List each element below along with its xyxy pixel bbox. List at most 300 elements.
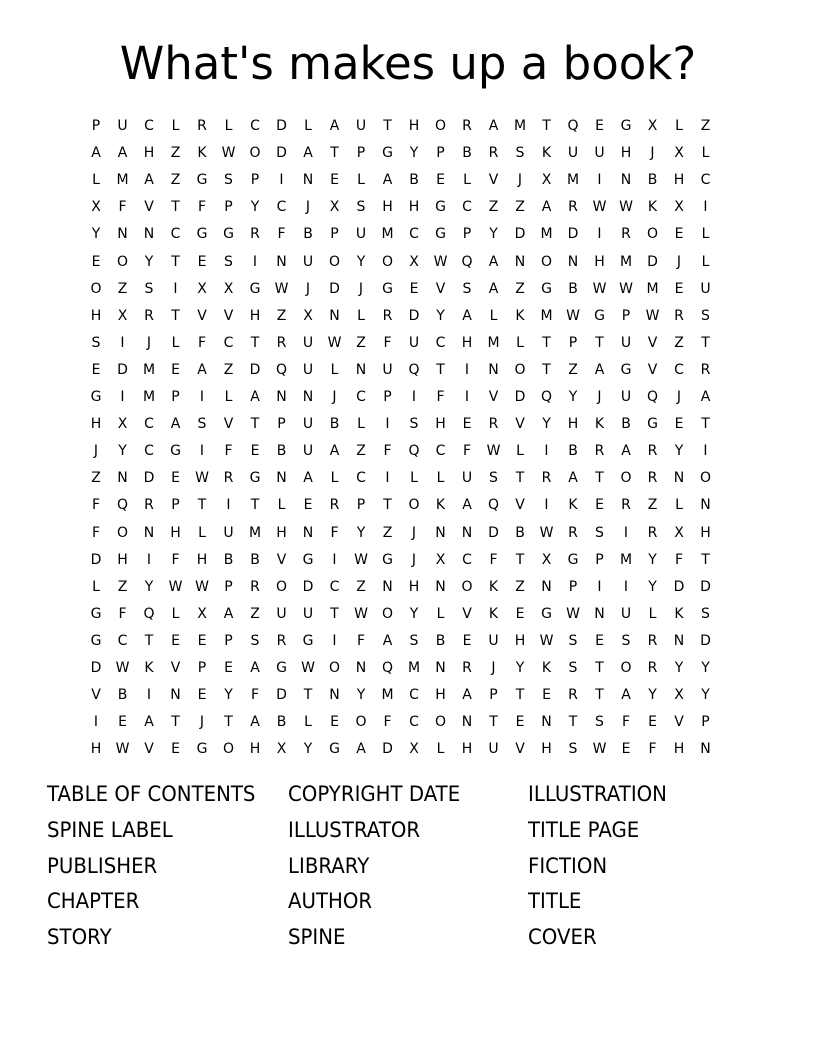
grid-letter: D <box>90 551 102 568</box>
grid-letter: T <box>515 551 525 568</box>
grid-letter: A <box>303 470 313 487</box>
grid-letter: V <box>488 172 499 189</box>
word-list-item: AUTHOR <box>288 889 373 914</box>
grid-letter: T <box>701 334 710 351</box>
grid-letter: Y <box>118 443 127 460</box>
grid-letter: C <box>356 470 366 487</box>
grid-letter: Y <box>515 660 525 676</box>
grid-letter: F <box>250 687 260 704</box>
grid-letter: D <box>514 389 526 405</box>
grid-letter: N <box>276 253 287 270</box>
grid-letter: L <box>489 307 498 324</box>
grid-letter: F <box>197 334 207 351</box>
grid-letter: U <box>355 226 367 243</box>
grid-letter: R <box>647 524 658 541</box>
grid-letter: L <box>330 361 339 378</box>
grid-row <box>83 655 733 682</box>
grid-letter: B <box>223 551 234 568</box>
grid-letter: Q <box>540 389 553 405</box>
grid-row <box>83 520 733 547</box>
grid-letter: R <box>250 578 260 595</box>
grid-letter: D <box>488 524 499 541</box>
grid-letter: Q <box>567 118 579 134</box>
grid-letter: Y <box>489 226 498 243</box>
grid-letter: H <box>514 632 526 649</box>
grid-letter: U <box>223 524 234 541</box>
grid-letter: U <box>700 280 711 297</box>
grid-letter: T <box>224 714 233 731</box>
grid-letter: T <box>595 470 604 487</box>
grid-letter: C <box>250 118 260 134</box>
grid-letter: S <box>409 416 419 433</box>
grid-letter: Y <box>701 660 710 676</box>
grid-letter: E <box>250 443 260 460</box>
grid-letter: C <box>435 443 446 460</box>
grid-letter: X <box>117 307 128 324</box>
grid-letter: B <box>568 280 578 297</box>
grid-letter: I <box>411 389 417 405</box>
grid-letter: N <box>276 389 287 405</box>
grid-letter: V <box>647 334 658 351</box>
grid-letter: D <box>276 118 287 134</box>
grid-letter: E <box>224 660 233 676</box>
grid-letter: C <box>170 226 181 243</box>
grid-letter: U <box>355 118 367 134</box>
grid-letter: V <box>462 605 472 622</box>
grid-letter: G <box>90 389 102 405</box>
grid-letter: D <box>302 578 314 595</box>
grid-letter: F <box>118 199 127 216</box>
grid-letter: H <box>249 307 261 324</box>
grid-letter: I <box>597 172 602 189</box>
grid-letter: Y <box>303 741 313 758</box>
grid-letter: Y <box>91 226 101 243</box>
grid-letter: I <box>93 714 99 731</box>
grid-letter: I <box>623 578 629 595</box>
grid-letter: G <box>170 443 181 460</box>
grid-letter: G <box>302 551 314 568</box>
grid-letter: P <box>91 118 101 134</box>
grid-letter: X <box>674 145 684 162</box>
grid-letter: D <box>90 660 102 676</box>
word-list-item: ILLUSTRATOR <box>288 817 421 842</box>
grid-letter: E <box>595 632 604 649</box>
grid-letter: X <box>674 199 684 216</box>
grid-letter: O <box>646 226 659 243</box>
grid-letter: E <box>171 470 180 487</box>
grid-letter: F <box>383 334 392 351</box>
grid-letter: D <box>143 470 155 487</box>
grid-letter: L <box>198 524 206 541</box>
grid-letter: N <box>143 524 155 541</box>
grid-letter: C <box>329 578 340 595</box>
grid-letter: C <box>462 199 472 216</box>
grid-letter: S <box>224 253 233 270</box>
grid-letter: E <box>674 280 684 297</box>
grid-letter: M <box>142 361 156 378</box>
grid-letter: A <box>594 361 605 378</box>
grid-letter: A <box>462 307 472 324</box>
grid-letter: T <box>250 334 260 351</box>
grid-letter: I <box>597 578 602 595</box>
grid-letter: B <box>462 145 472 162</box>
grid-letter: L <box>304 714 312 731</box>
grid-letter: J <box>305 280 311 297</box>
grid-letter: I <box>703 199 708 216</box>
grid-letter: C <box>144 416 154 433</box>
grid-letter: H <box>700 524 711 541</box>
grid-letter: I <box>146 687 152 704</box>
grid-letter: X <box>276 741 287 758</box>
grid-letter: L <box>304 118 312 134</box>
grid-letter: H <box>90 307 102 324</box>
word-list-item: TABLE OF CONTENTS <box>47 782 256 806</box>
grid-letter: W <box>592 199 607 216</box>
grid-letter: G <box>541 605 552 622</box>
word-list-item: LIBRARY <box>288 853 370 878</box>
grid-letter: E <box>330 714 339 731</box>
grid-letter: T <box>383 118 392 134</box>
grid-letter: H <box>461 334 473 351</box>
grid-letter: P <box>383 389 392 405</box>
grid-letter: T <box>489 714 498 731</box>
grid-letter: T <box>330 605 339 622</box>
grid-letter: S <box>568 660 578 676</box>
grid-letter: U <box>620 389 632 405</box>
grid-letter: B <box>647 172 658 189</box>
grid-letter: A <box>197 361 207 378</box>
grid-letter: V <box>435 280 446 297</box>
grid-letter: O <box>222 741 235 758</box>
grid-letter: S <box>356 199 366 216</box>
grid-letter: V <box>488 389 499 405</box>
grid-letter: V <box>223 416 234 433</box>
grid-letter: O <box>434 118 447 134</box>
word-list-item: COPYRIGHT DATE <box>288 782 461 806</box>
grid-letter: B <box>117 687 128 704</box>
grid-letter: N <box>594 605 605 622</box>
grid-row <box>83 492 733 519</box>
grid-letter: E <box>436 172 445 189</box>
grid-row <box>83 438 733 465</box>
grid-letter: K <box>568 497 578 514</box>
grid-letter: Z <box>356 334 366 351</box>
grid-letter: A <box>488 253 499 270</box>
grid-letter: X <box>197 280 207 297</box>
grid-letter: T <box>568 714 578 731</box>
grid-letter: A <box>462 497 472 514</box>
grid-letter: H <box>620 145 632 162</box>
grid-letter: O <box>90 280 102 297</box>
grid-letter: D <box>647 253 658 270</box>
grid-letter: E <box>197 687 207 704</box>
grid-letter: N <box>117 470 128 487</box>
grid-letter: P <box>568 334 578 351</box>
grid-letter: E <box>515 605 525 622</box>
grid-letter: H <box>382 199 393 216</box>
grid-letter: S <box>462 280 472 297</box>
grid-letter: S <box>515 145 525 162</box>
grid-letter: V <box>515 741 525 758</box>
grid-letter: N <box>276 470 287 487</box>
grid-row <box>83 574 733 601</box>
grid-letter: F <box>330 524 339 541</box>
grid-letter: H <box>673 741 685 758</box>
grid-letter: Y <box>250 199 260 216</box>
grid-letter: V <box>276 551 287 568</box>
grid-letter: N <box>461 714 473 731</box>
grid-letter: B <box>276 443 287 460</box>
grid-letter: E <box>674 226 684 243</box>
grid-row <box>83 303 733 330</box>
grid-letter: T <box>701 416 710 433</box>
grid-letter: A <box>91 145 101 162</box>
grid-letter: E <box>197 632 207 649</box>
grid-letter: N <box>673 632 685 649</box>
grid-row <box>83 709 733 736</box>
grid-letter: W <box>539 632 554 649</box>
grid-letter: R <box>647 632 658 649</box>
grid-letter: H <box>90 741 102 758</box>
grid-letter: R <box>488 416 499 433</box>
grid-letter: W <box>195 470 209 487</box>
grid-letter: U <box>276 605 287 622</box>
grid-letter: R <box>647 470 658 487</box>
grid-letter: Y <box>674 443 684 460</box>
grid-letter: L <box>357 172 365 189</box>
grid-letter: M <box>646 280 659 297</box>
grid-letter: Y <box>568 389 578 405</box>
grid-letter: N <box>673 470 685 487</box>
grid-letter: W <box>433 253 448 270</box>
grid-letter: P <box>356 497 366 514</box>
grid-letter: M <box>487 334 500 351</box>
grid-row <box>83 357 733 384</box>
grid-letter: C <box>462 551 472 568</box>
grid-letter: C <box>435 334 446 351</box>
word-list-item: FICTION <box>528 853 608 878</box>
grid-letter: Y <box>674 660 684 676</box>
grid-letter: W <box>566 605 580 622</box>
grid-letter: H <box>249 741 261 758</box>
grid-letter: W <box>274 280 289 297</box>
grid-letter: O <box>328 660 341 676</box>
grid-letter: I <box>120 389 125 405</box>
grid-letter: Q <box>408 361 420 378</box>
grid-row <box>83 140 733 167</box>
grid-letter: I <box>199 389 205 405</box>
grid-letter: F <box>383 443 392 460</box>
grid-letter: Y <box>648 551 657 568</box>
grid-letter: M <box>513 118 527 134</box>
grid-letter: R <box>462 660 472 676</box>
grid-letter: T <box>595 660 604 676</box>
grid-letter: G <box>223 226 234 243</box>
grid-letter: W <box>327 334 342 351</box>
grid-letter: S <box>91 334 101 351</box>
grid-letter: B <box>435 632 446 649</box>
grid-letter: W <box>645 307 660 324</box>
word-list-item: CHAPTER <box>47 889 140 914</box>
word-list-item: SPINE LABEL <box>47 817 173 842</box>
grid-letter: N <box>461 524 473 541</box>
grid-letter: T <box>542 334 551 351</box>
grid-letter: V <box>144 199 154 216</box>
grid-letter: S <box>489 470 498 487</box>
grid-letter: V <box>223 307 234 324</box>
grid-letter: Z <box>170 172 181 189</box>
grid-letter: T <box>330 145 339 162</box>
grid-letter: T <box>303 687 313 704</box>
grid-letter: A <box>356 741 366 758</box>
grid-letter: L <box>92 578 100 595</box>
grid-letter: Z <box>674 334 684 351</box>
grid-letter: G <box>382 280 393 297</box>
grid-letter: O <box>328 253 341 270</box>
grid-letter: X <box>117 416 128 433</box>
grid-letter: Q <box>143 605 155 622</box>
page-title: What's makes up a book? <box>119 37 697 90</box>
grid-letter: H <box>196 551 208 568</box>
grid-letter: I <box>173 280 178 297</box>
grid-letter: T <box>144 632 154 649</box>
grid-letter: R <box>488 145 499 162</box>
grid-letter: K <box>488 578 499 595</box>
grid-letter: W <box>354 605 368 622</box>
grid-letter: N <box>435 524 446 541</box>
grid-letter: T <box>250 416 260 433</box>
grid-letter: V <box>674 714 684 731</box>
grid-letter: Z <box>170 145 181 162</box>
grid-letter: D <box>700 632 711 649</box>
grid-letter: H <box>594 253 605 270</box>
grid-letter: I <box>120 334 125 351</box>
grid-letter: M <box>116 172 129 189</box>
grid-letter: E <box>171 741 180 758</box>
grid-letter: F <box>356 632 366 649</box>
grid-letter: H <box>90 416 102 433</box>
grid-letter: K <box>594 416 605 433</box>
grid-letter: R <box>329 497 340 514</box>
grid-letter: R <box>382 307 393 324</box>
grid-letter: S <box>621 632 631 649</box>
grid-letter: J <box>332 389 337 405</box>
grid-letter: G <box>90 632 102 649</box>
grid-letter: P <box>356 145 366 162</box>
grid-letter: P <box>171 497 180 514</box>
grid-letter: E <box>91 361 101 378</box>
grid-letter: A <box>462 687 472 704</box>
grid-letter: R <box>276 632 287 649</box>
grid-letter: M <box>566 172 580 189</box>
grid-letter: O <box>355 714 367 731</box>
grid-letter: J <box>491 660 496 676</box>
grid-letter: S <box>595 524 604 541</box>
grid-letter: Z <box>515 578 525 595</box>
grid-letter: C <box>144 443 154 460</box>
grid-letter: U <box>408 334 420 351</box>
grid-letter: L <box>436 605 445 622</box>
grid-letter: P <box>595 551 604 568</box>
grid-letter: L <box>516 334 524 351</box>
grid-letter: J <box>358 280 364 297</box>
grid-letter: T <box>171 199 180 216</box>
grid-letter: L <box>701 226 710 243</box>
grid-letter: R <box>462 118 472 134</box>
grid-letter: P <box>224 199 233 216</box>
grid-letter: I <box>703 443 708 460</box>
grid-letter: A <box>250 660 260 676</box>
grid-letter: F <box>171 551 180 568</box>
grid-letter: U <box>488 741 499 758</box>
grid-letter: C <box>276 199 287 216</box>
grid-letter: B <box>568 443 578 460</box>
grid-letter: H <box>673 172 685 189</box>
grid-row <box>83 221 733 248</box>
grid-letter: L <box>92 172 100 189</box>
grid-letter: G <box>567 551 579 568</box>
grid-letter: J <box>676 389 682 405</box>
grid-letter: H <box>408 199 420 216</box>
grid-letter: W <box>592 280 607 297</box>
grid-letter: N <box>435 660 446 676</box>
grid-letter: T <box>515 687 525 704</box>
grid-letter: S <box>197 416 207 433</box>
grid-letter: X <box>409 741 419 758</box>
grid-letter: W <box>566 307 580 324</box>
grid-letter: L <box>357 416 365 433</box>
grid-letter: N <box>488 361 499 378</box>
grid-letter: D <box>514 226 526 243</box>
grid-letter: Y <box>144 578 154 595</box>
grid-letter: T <box>250 497 260 514</box>
grid-letter: Q <box>487 497 500 514</box>
grid-letter: F <box>277 226 286 243</box>
grid-letter: B <box>515 524 525 541</box>
grid-letter: X <box>91 199 101 216</box>
grid-letter: H <box>276 524 287 541</box>
grid-letter: L <box>675 497 683 514</box>
grid-letter: A <box>329 443 340 460</box>
grid-letter: Q <box>116 497 129 514</box>
grid-letter: T <box>515 470 525 487</box>
grid-letter: O <box>699 470 712 487</box>
grid-letter: C <box>144 118 154 134</box>
grid-letter: U <box>461 470 473 487</box>
grid-letter: N <box>143 226 155 243</box>
grid-row <box>83 547 733 574</box>
grid-letter: X <box>541 172 552 189</box>
grid-letter: U <box>302 443 314 460</box>
grid-letter: M <box>381 226 394 243</box>
grid-row <box>83 411 733 438</box>
grid-letter: K <box>144 660 154 676</box>
grid-letter: E <box>462 632 472 649</box>
grid-letter: N <box>302 389 314 405</box>
grid-letter: H <box>567 416 579 433</box>
grid-letter: F <box>118 605 127 622</box>
grid-letter: T <box>197 497 207 514</box>
grid-letter: R <box>568 687 578 704</box>
grid-letter: N <box>302 172 314 189</box>
grid-letter: K <box>541 145 552 162</box>
grid-letter: K <box>435 497 446 514</box>
grid-letter: F <box>621 714 631 731</box>
grid-letter: K <box>197 145 207 162</box>
grid-letter: S <box>568 741 578 758</box>
grid-letter: G <box>435 226 446 243</box>
grid-letter: R <box>700 361 711 378</box>
